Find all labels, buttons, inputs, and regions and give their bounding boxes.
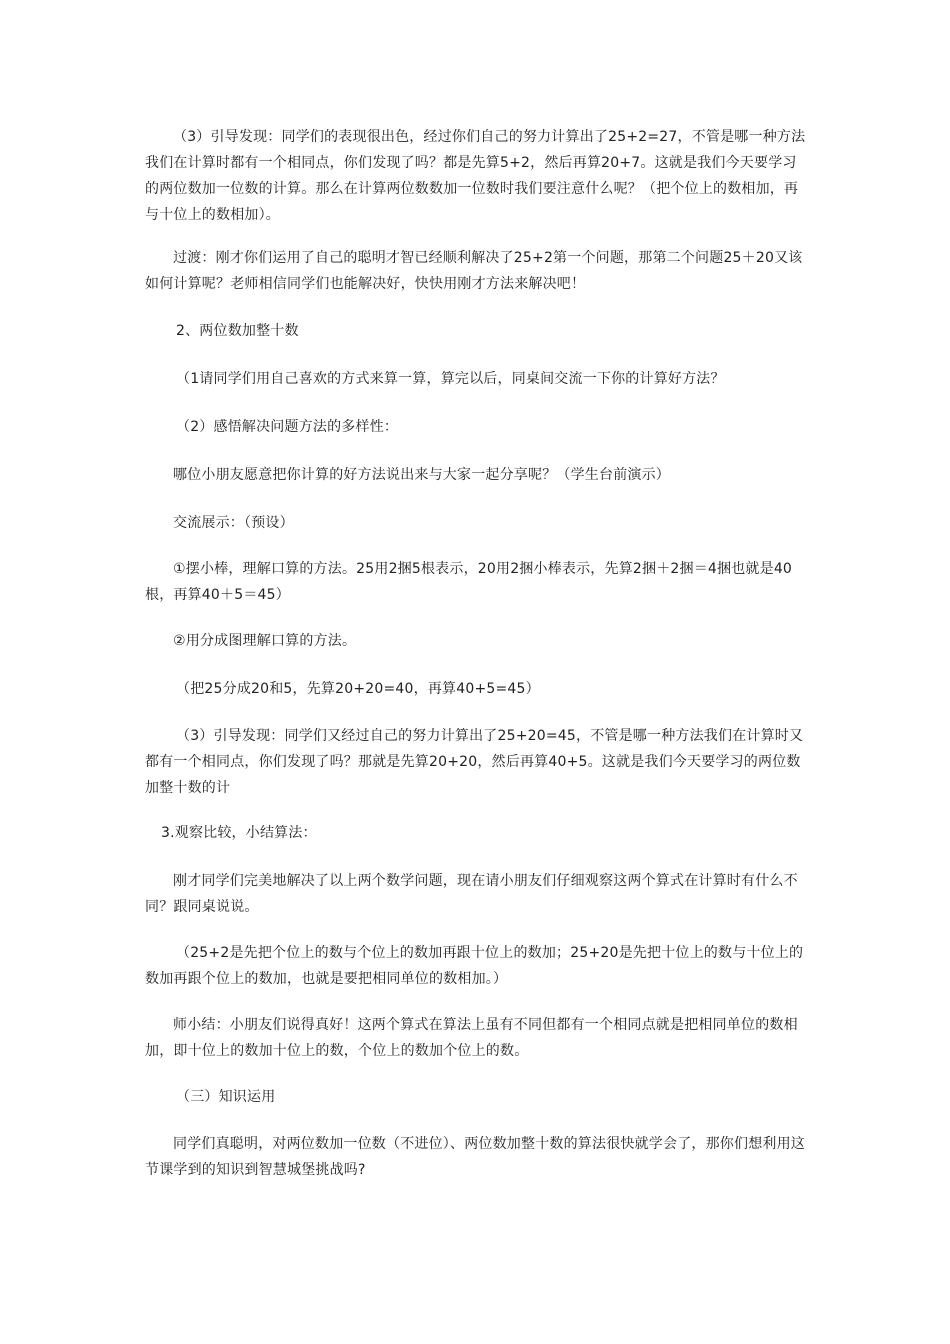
paragraph-step-1: （1请同学们用自己喜欢的方式来算一算，算完以后，同桌间交流一下你的计算好方法？ — [176, 371, 725, 387]
paragraph-comparison-answer: （25+2是先把个位上的数与个位上的数加再跟十位上的数加；25+20是先把十位上的数与十位上的数加再跟个位上的数加，也就是要把相同单位的数相加。） — [145, 945, 804, 987]
paragraph-guided-discovery-2: （3）引导发现：同学们又经过自己的努力计算出了25+20=45，不管是哪一种方法我们在计算时又都有一个相同点，你们发现了吗？那就是先算20+20，然后再算40+5。这就是我们今天要学习的两位数加整十数的计 — [145, 728, 804, 796]
section-heading-knowledge-application: （三）知识运用 — [176, 1089, 276, 1105]
paragraph-teacher-summary: 师小结：小朋友们说得真好！这两个算式在算法上虽有不同但都有一个相同点就是把相同单位的数相加，即十位上的数加十位上的数，个位上的数加个位上的数。 — [145, 1017, 798, 1059]
paragraph-method-sticks: ①摆小棒，理解口算的方法。25用2捆5根表示，20用2捆小棒表示，先算2捆＋2捆＝4捆也就是40根，再算40＋5＝45） — [145, 561, 793, 603]
section-heading-3: 3.观察比较，小结算法： — [161, 825, 317, 841]
section-heading-2: 2、两位数加整十数 — [176, 323, 299, 339]
paragraph-step-2: （2）感悟解决问题方法的多样性： — [176, 419, 399, 435]
paragraph-guided-discovery-1: （3）引导发现：同学们的表现很出色，经过你们自己的努力计算出了25+2=27，不管是哪一种方法我们在计算时都有一个相同点，你们发现了吗？都是先算5+2，然后再算20+7。这就是我们今天要学习的两位数加一位数的计算。那么在计算两位数数加一位数时我们要注意什么呢？（把个位上的数相加，再与十位上的数相加）。 — [145, 129, 806, 223]
paragraph-exchange-display: 交流展示：（预设） — [173, 515, 294, 531]
paragraph-observe-compare: 刚才同学们完美地解决了以上两个数学问题，现在请小朋友们仔细观察这两个算式在计算时有什么不同？跟同桌说说。 — [145, 873, 798, 915]
paragraph-share-method: 哪位小朋友愿意把你计算的好方法说出来与大家一起分享呢？（学生台前演示） — [173, 467, 670, 483]
paragraph-transition: 过渡：刚才你们运用了自己的聪明才智已经顺利解决了25+2第一个问题，那第二个问题25＋20又该如何计算呢？老师相信同学们也能解决好，快快用刚才方法来解决吧！ — [145, 250, 803, 292]
paragraph-method-split-diagram: ②用分成图理解口算的方法。 — [173, 633, 357, 649]
paragraph-challenge: 同学们真聪明，对两位数加一位数（不进位）、两位数加整十数的算法很快就学会了，那你们想利用这节课学到的知识到智慧城堡挑战吗? — [145, 1136, 805, 1178]
paragraph-split-example: （把25分成20和5，先算20+20=40，再算40+5=45） — [176, 681, 540, 697]
